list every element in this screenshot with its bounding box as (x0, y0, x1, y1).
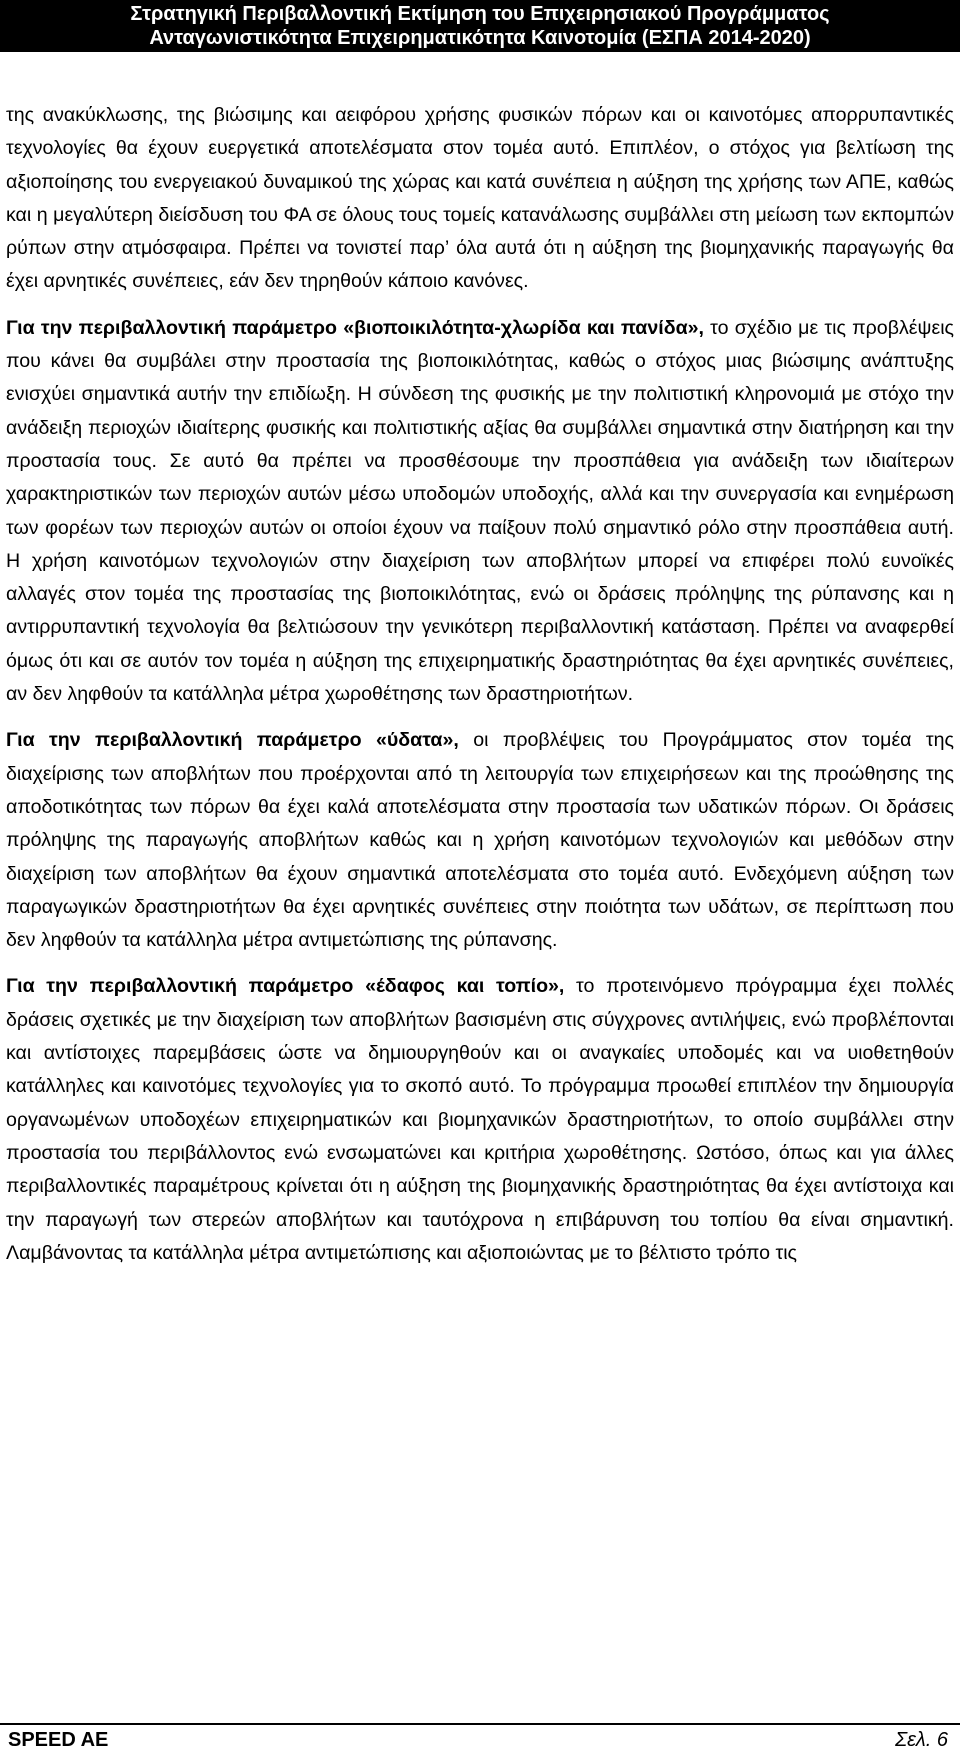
paragraph-biodiversity (6, 312, 954, 712)
header-title-line-1: Στρατηγική Περιβαλλοντική Εκτίμηση του Επιχειρησιακού Προγράμματος (130, 3, 830, 25)
document-header (0, 0, 960, 52)
document-body (6, 99, 954, 1270)
paragraph-soil-landscape (6, 970, 954, 1270)
paragraph-waters (6, 724, 954, 957)
paragraph-soil-landscape-text: το προτεινόμενο πρόγραμμα έχει πολλές δράσεις σχετικές με την διαχείριση των αποβλήτων βασισμένη στις σύγχρονες αντιλήψεις, ενώ προβλέπονται και αντίστοιχες παρεμβάσεις ώστε να δημιουργηθούν και οι αναγκαίες υποδομές και να υιοθετηθούν κατάλληλες και καινοτόμες τεχνολογίες για το σκοπό αυτό. Το πρόγραμμα προωθεί επιπλέον την δημιουργία οργανωμένων υποδοχέων επιχειρηματικών και βιομηχανικών δραστηριοτήτων, το οποίο συμβάλλει στην προστασία του περιβάλλοντος ενώ ενσωματώνει και κριτήρια χωροθέτησης. Ωστόσο, όπως και για άλλες περιβαλλοντικές παραμέτρους κρίνεται ότι η αύξηση της βιομηχανικής δραστηριότητας θα έχει αντίστοιχα και την παραγωγή των στερεών αποβλήτων και ταυτόχρονα η επιβάρυνση του τοπίου θα είναι σημαντική. Λαμβάνοντας τα κατάλληλα μέτρα αντιμετώπισης και αξιοποιώντας με το βέλτιστο τρόπο τις (6, 975, 954, 1264)
paragraph-soil-landscape-heading: Για την περιβαλλοντική παράμετρο «έδαφος και τοπίο», (6, 975, 565, 998)
header-title-line-2: Ανταγωνιστικότητα Επιχειρηματικότητα Καινοτομία (ΕΣΠΑ 2014-2020) (149, 27, 811, 49)
paragraph-waters-heading: Για την περιβαλλοντική παράμετρο «ύδατα», (6, 729, 459, 752)
paragraph-biodiversity-text: το σχέδιο με τις προβλέψεις που κάνει θα συμβάλει στην προστασία της βιοποικιλότητας, καθώς ο στόχος μιας βιώσιμης ανάπτυξης ενισχύει σημαντικά αυτήν την επιδίωξη. Η σύνδεση της φυσικής με την πολιτιστική κληρονομιά με στόχο την ανάδειξη περιοχών ιδιαίτερης φυσικής και πολιτιστικής αξίας θα συμβάλλει σημαντικά στην διατήρηση και την προστασία τους. Σε αυτό θα πρέπει να προσθέσουμε την προσπάθεια για ανάδειξη των ιδιαίτερων χαρακτηριστικών των περιοχών αυτών μέσω υποδομών υποδοχής, αλλά και την συνεργασία και ενημέρωση των φορέων των περιοχών αυτών οι οποίοι έχουν να παίξουν πολύ σημαντικό ρόλο στην προσπάθεια αυτή. Η χρήση καινοτόμων τεχνολογιών στην διαχείριση των αποβλήτων μπορεί να επιφέρει πολύ ευνοϊκές αλλαγές στον τομέα της προστασίας της βιοποικιλότητας, ενώ οι δράσεις πρόληψης της ρύπανσης και η αντιρρυπαντική τεχνολογία θα βελτιώσουν την γενικότερη περιβαλλοντική κατάσταση. Πρέπει να αναφερθεί όμως ότι και σε αυτόν τον τομέα η αύξηση της επιχειρηματικής δραστηριότητας θα έχει αρνητικές συνέπειες, αν δεν ληφθούν τα κατάλληλα μέτρα χωροθέτησης των δραστηριοτήτων. (6, 316, 954, 706)
footer-page-number: Σελ. 6 (895, 1729, 948, 1751)
footer-company: SPEED AE (8, 1729, 109, 1751)
paragraph-1: της ανακύκλωσης, της βιώσιμης και αειφόρου χρήσης φυσικών πόρων και οι καινοτόμες απορρυπαντικές τεχνολογίες θα έχουν ευεργετικά αποτελέσματα στον τομέα αυτό. Επιπλέον, ο στόχος για βελτίωση της αξιοποίησης του ενεργειακού δυναμικού της χώρας και κατά συνέπεια η αύξηση της χρήσης των ΑΠΕ, καθώς και η μεγαλύτερη διείσδυση του ΦΑ σε όλους τους τομείς κατανάλωσης συμβάλλει στη μείωση των εκπομπών ρύπων στην ατμόσφαιρα. Πρέπει να τονιστεί παρ’ όλα αυτά ότι η αύξηση της βιομηχανικής παραγωγής θα έχει αρνητικές συνέπειες, εάν δεν τηρηθούν κάποιο κανόνες. (6, 104, 954, 293)
paragraph-biodiversity-heading: Για την περιβαλλοντική παράμετρο «βιοποικιλότητα-χλωρίδα και πανίδα», (6, 316, 704, 339)
document-footer (0, 1723, 960, 1753)
paragraph-waters-text: οι προβλέψεις του Προγράμματος στον τομέα της διαχείρισης των αποβλήτων που προέρχονται από τη λειτουργία των επιχειρήσεων και της προώθησης της αποδοτικότητας των πόρων θα έχει καλά αποτελέσματα στην προστασία των υδατικών πόρων. Οι δράσεις πρόληψης της παραγωγής αποβλήτων καθώς και η χρήση καινοτόμων τεχνολογιών και μεθόδων στην διαχείριση των αποβλήτων θα έχουν σημαντικά αποτελέσματα στο τομέα αυτό. Ενδεχόμενη αύξηση των παραγωγικών δραστηριοτήτων θα έχει αρνητικές συνέπειες στην ποιότητα των υδάτων, σε περίπτωση που δεν ληφθούν τα κατάλληλα μέτρα αντιμετώπισης της ρύπανσης. (6, 729, 954, 952)
